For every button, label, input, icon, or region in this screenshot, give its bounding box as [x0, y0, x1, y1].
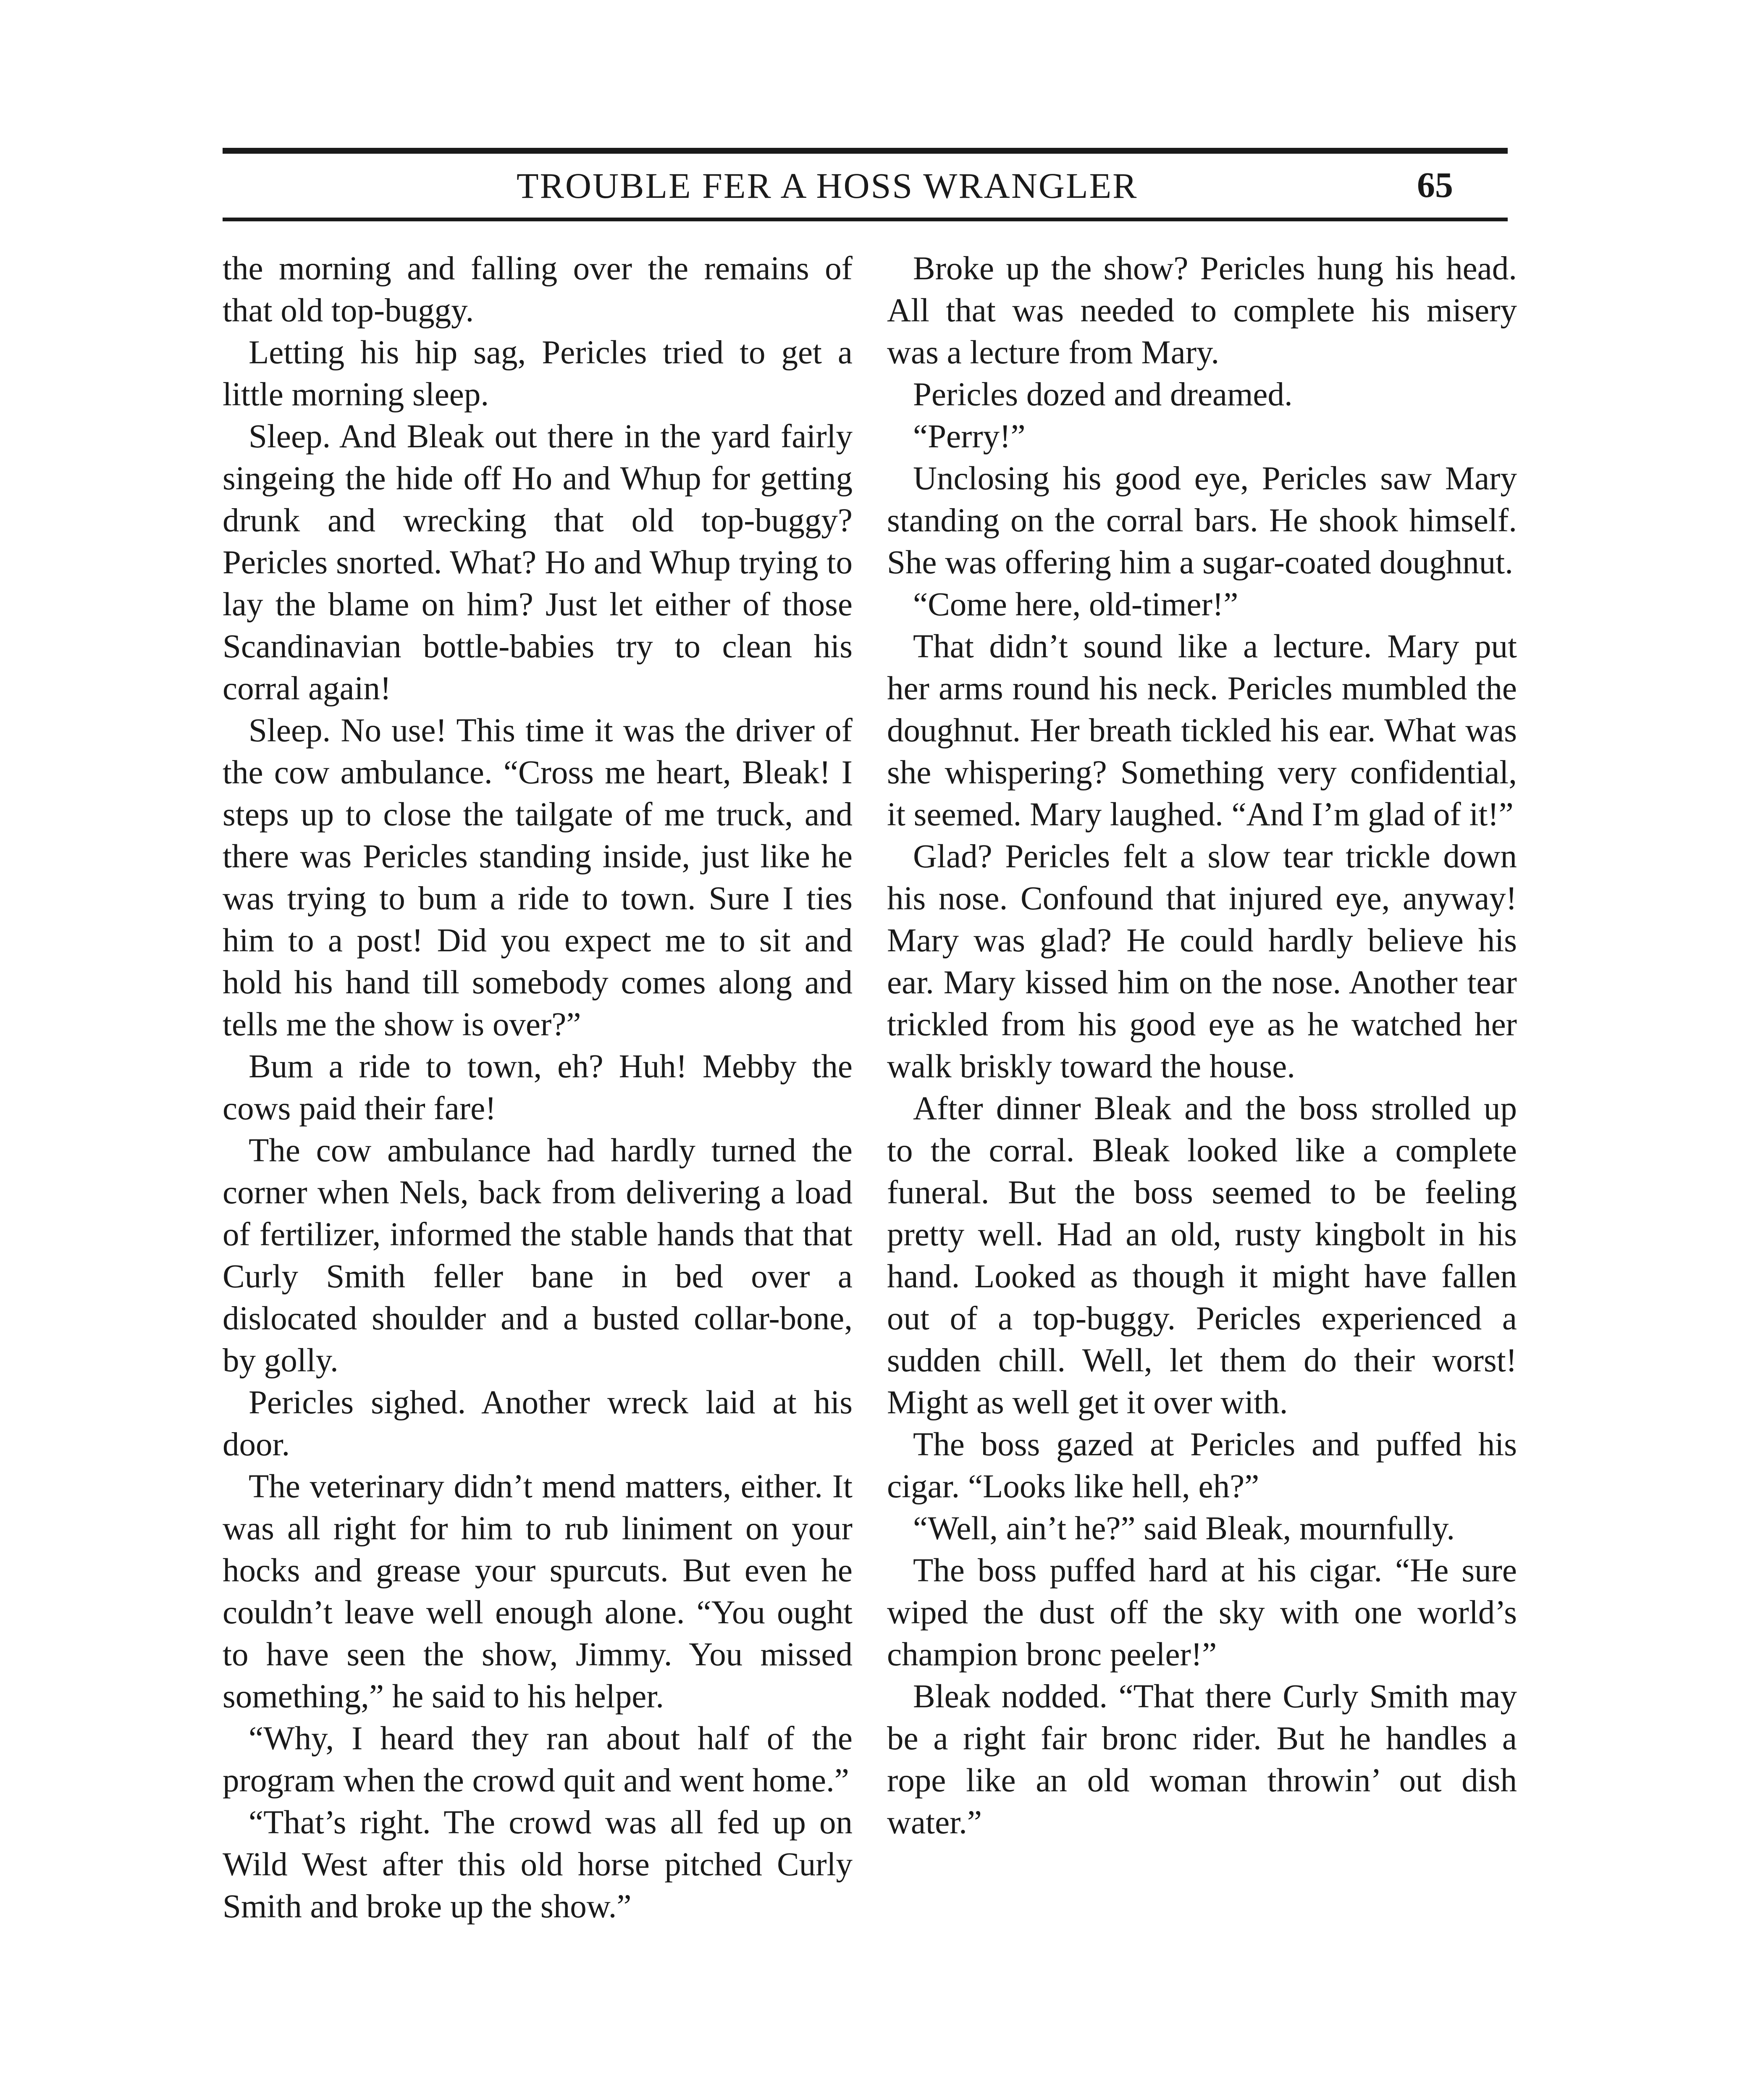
paragraph: “Well, ain’t he?” said Bleak, mournfully.: [913, 1510, 1455, 1547]
header-rule-bottom: [223, 218, 1508, 221]
paragraph: Bleak nodded. “That there Curly Smith may be a right fair bronc rider. But he handles a rope like an old woman throwin’ out dish water.”: [887, 1678, 1517, 1841]
paragraph: “That’s right. The crowd was all fed up on Wild West after this old horse pitched Curly Smith and broke up the show.”: [223, 1804, 853, 1925]
paragraph: The boss gazed at Pericles and puffed his cigar. “Looks like hell, eh?”: [887, 1426, 1517, 1505]
running-title: TROUBLE FER A HOSS WRANGLER: [517, 165, 1138, 206]
paragraph: Bum a ride to town, eh? Huh! Mebby the cows paid their fare!: [223, 1048, 853, 1127]
paragraph: “Perry!”: [913, 418, 1026, 455]
paragraph: Broke up the show? Pericles hung his head. All that was needed to complete his misery was a lecture from Mary.: [887, 250, 1517, 371]
paragraph: “Why, I heard they ran about half of the program when the crowd quit and went home.”: [223, 1720, 853, 1799]
text-column-right: [887, 248, 1517, 1844]
paragraph: the morning and falling over the remains of that old top-buggy.: [223, 250, 853, 329]
paragraph: That didn’t sound like a lecture. Mary put her arms round his neck. Pericles mumbled the doughnut. Her breath tickled his ear. What was she whispering? Something very confidential, it seemed. Mary laughed. “And I’m glad of it!”: [887, 628, 1517, 833]
paragraph: Sleep. No use! This time it was the driver of the cow ambulance. “Cross me heart, Bleak! I steps up to close the tailgate of me truck, and there was Pericles standing inside, just like he was trying to bum a ride to town. Sure I ties him to a post! Did you expect me to sit and hold his hand till somebody comes along and tells me the show is over?”: [223, 712, 853, 1043]
paragraph: “Come here, old-timer!”: [913, 586, 1238, 623]
header-rule-top: [223, 148, 1508, 154]
running-head: [223, 155, 1508, 218]
paragraph: The veterinary didn’t mend matters, either. It was all right for him to rub liniment on your hocks and grease your spurcuts. But even he couldn’t leave well enough alone. “You ought to have seen the show, Jimmy. You missed something,” he said to his helper.: [223, 1468, 853, 1715]
text-column-left: [223, 248, 853, 1928]
paragraph: Letting his hip sag, Pericles tried to get a little morning sleep.: [223, 334, 853, 413]
paragraph: Pericles sighed. Another wreck laid at his door.: [223, 1384, 853, 1463]
paragraph: The cow ambulance had hardly turned the corner when Nels, back from delivering a load of fertilizer, informed the stable hands that that Curly Smith feller bane in bed over a dislocated shoulder and a busted collar-bone, by golly.: [223, 1132, 853, 1379]
paragraph: The boss puffed hard at his cigar. “He sure wiped the dust off the sky with one world’s champion bronc peeler!”: [887, 1552, 1517, 1673]
paragraph: Glad? Pericles felt a slow tear trickle down his nose. Confound that injured eye, anyway! Mary was glad? He could hardly believe his ear. Mary kissed him on the nose. Another tear trickled from his good eye as he watched her walk briskly toward the house.: [887, 838, 1517, 1085]
page-number: 65: [1417, 165, 1453, 205]
paragraph: Unclosing his good eye, Pericles saw Mary standing on the corral bars. He shook himself. She was offering him a sugar-coated doughnut.: [887, 460, 1517, 581]
paragraph: After dinner Bleak and the boss strolled up to the corral. Bleak looked like a complete funeral. But the boss seemed to be feeling pretty well. Had an old, rusty kingbolt in his hand. Looked as though it might have fallen out of a top-buggy. Pericles experienced a sudden chill. Well, let them do their worst! Might as well get it over with.: [887, 1090, 1517, 1421]
paragraph: Pericles dozed and dreamed.: [913, 376, 1293, 413]
paragraph: Sleep. And Bleak out there in the yard fairly singeing the hide off Ho and Whup for getting drunk and wrecking that old top-buggy? Pericles snorted. What? Ho and Whup trying to lay the blame on him? Just let either of those Scandinavian bottle-babies try to clean his corral again!: [223, 418, 853, 707]
